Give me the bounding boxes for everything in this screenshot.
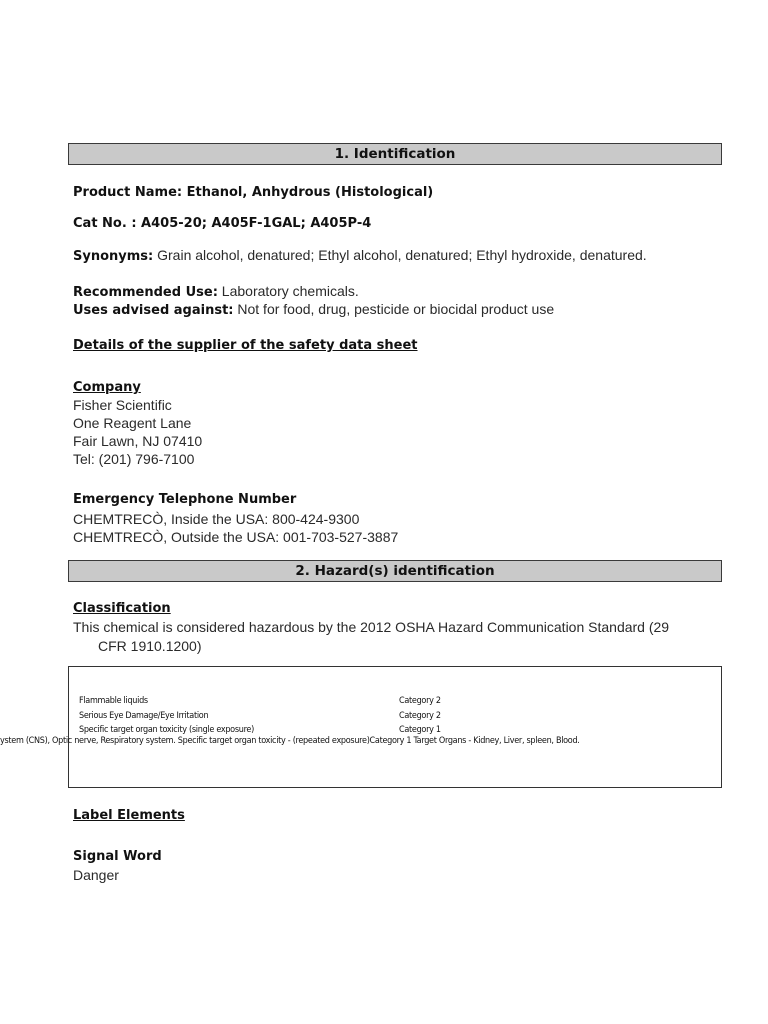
company-phone: Tel: (201) 796-7100 (73, 451, 195, 467)
recommended-use-line (73, 282, 359, 302)
recommended-use-label: Recommended Use: (73, 285, 218, 300)
section-2-header (68, 560, 722, 582)
uses-advised-against-value: Not for food, drug, pesticide or biocidal product use (237, 301, 555, 317)
catalog-number: Cat No. : A405-20; A405F-1GAL; A405P-4 (73, 216, 372, 231)
table-row-hazard: Flammable liquids (79, 696, 148, 706)
company-heading: Company (73, 380, 141, 395)
classification-text-line1: This chemical is considered hazardous by the 2012 OSHA Hazard Communication Standard (29 (73, 619, 670, 635)
company-name: Fisher Scientific (73, 397, 172, 413)
table-row-hazard: Serious Eye Damage/Eye Irritation (79, 711, 209, 721)
section-2-title: 2. Hazard(s) identification (295, 563, 495, 579)
section-1-header (68, 143, 722, 165)
synonyms-line (73, 246, 647, 266)
uses-advised-against-label: Uses advised against: (73, 303, 234, 318)
synonyms-label: Synonyms: (73, 249, 154, 264)
classification-heading: Classification (73, 601, 171, 616)
table-row-category: Category 2 (399, 711, 441, 721)
table-overflow-text: ystem (CNS), Optic nerve, Respiratory system. Specific target organ toxicity - (repeated exposure)Category 1 Target Organs - Kidney, Liver, spleen, Blood. (0, 736, 580, 746)
emergency-heading: Emergency Telephone Number (73, 492, 297, 507)
signal-word-heading: Signal Word (73, 849, 162, 864)
emergency-outside-usa: CHEMTRECÒ, Outside the USA: 001-703-527-3887 (73, 529, 399, 545)
uses-advised-against-line (73, 300, 554, 320)
product-name: Product Name: Ethanol, Anhydrous (Histological) (73, 185, 434, 200)
synonyms-value: Grain alcohol, denatured; Ethyl alcohol, denatured; Ethyl hydroxide, denatured. (157, 247, 647, 263)
signal-word-value: Danger (73, 867, 119, 883)
supplier-details-heading: Details of the supplier of the safety data sheet (73, 338, 418, 353)
section-1-title: 1. Identification (334, 146, 456, 162)
table-row-category: Category 1 (399, 725, 441, 735)
table-row-category: Category 2 (399, 696, 441, 706)
classification-text-line2: CFR 1910.1200) (98, 638, 202, 654)
emergency-inside-usa: CHEMTRECÒ, Inside the USA: 800-424-9300 (73, 511, 360, 527)
company-city: Fair Lawn, NJ 07410 (73, 433, 203, 449)
label-elements-heading: Label Elements (73, 808, 185, 823)
table-overflow-row (0, 735, 768, 749)
table-row-hazard: Specific target organ toxicity (single exposure) (79, 725, 254, 735)
recommended-use-value: Laboratory chemicals. (221, 283, 359, 299)
company-street: One Reagent Lane (73, 415, 192, 431)
